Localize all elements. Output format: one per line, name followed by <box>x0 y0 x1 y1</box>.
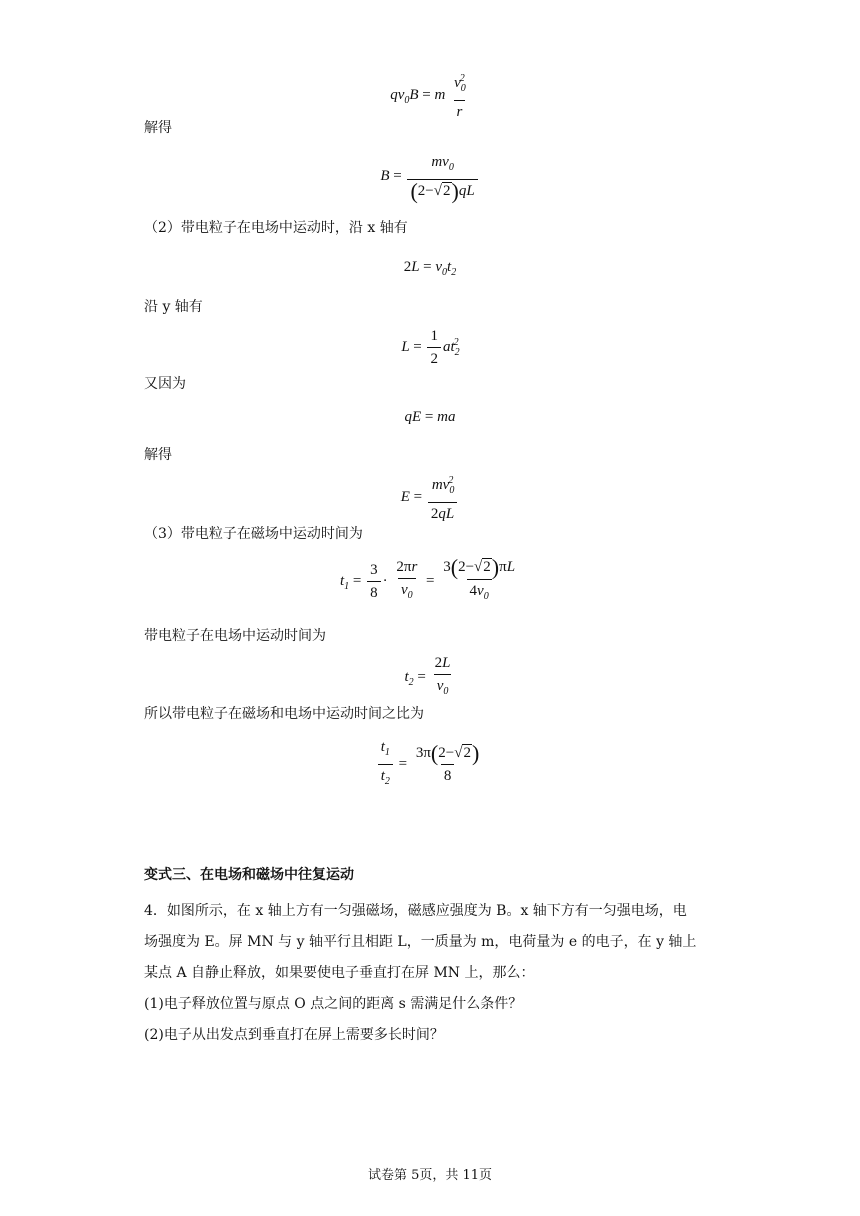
question-4 <box>144 896 724 1051</box>
question-line-2: 场强度为 E。屏 MN 与 y 轴平行且相距 L，一质量为 m，电荷量为 e 的电子，在 y 轴上 <box>144 934 697 950</box>
equation-t1: $t_1$ = $\frac{3}{8}$ · $\frac{2\pi r}{v_0}$ = $\frac{3(2-√2)\pi L}{4v_0}$ <box>0 558 860 606</box>
equation-B-result: B = $\frac{mv_0}{(2-√2)qL}$ <box>0 153 860 201</box>
text-youyinwei: 又因为 <box>144 376 186 392</box>
question-line-1: 4．如图所示，在 x 轴上方有一匀强磁场，磁感应强度为 B。x 轴下方有一匀强电场，电 <box>144 903 687 919</box>
equation-x-motion: $2L = v_0t_2$ <box>403 259 457 278</box>
question-line-3: 某点 A 自静止释放，如果要使电子垂直打在屏 MN 上，那么： <box>144 965 535 981</box>
section-title: 变式三、在电场和磁场中往复运动 <box>144 867 354 883</box>
text-part3-intro: （3）带电粒子在磁场中运动时间为 <box>144 526 363 542</box>
equation-E-result: E = $\frac{mv_0^2}{2qL}$ <box>0 472 860 523</box>
page-footer: 试卷第 5页，共 11页 <box>367 1168 493 1183</box>
equation-lorentz-centripetal: $qv_0B = m$ $\frac{v_0^2}{r}$ <box>390 73 466 120</box>
text-jiede-1: 解得 <box>144 120 172 136</box>
text-part2-intro: （2）带电粒子在电场中运动时，沿 x 轴有 <box>144 220 408 236</box>
question-line-5: (2)电子从出发点到垂直打在屏上需要多长时间？ <box>144 1027 444 1043</box>
text-ratio-intro: 所以带电粒子在磁场和电场中运动时间之比为 <box>144 706 424 722</box>
text-y-axis: 沿 y 轴有 <box>144 299 203 315</box>
equation-y-motion: L = $\frac{1}{2}$ $at_2^2$ <box>401 328 460 367</box>
equation-ratio: $\frac{t_1}{t_2}$ = $\frac{3\pi(2-√2)}{8}$ <box>0 738 860 791</box>
question-line-4: (1)电子释放位置与原点 O 点之间的距离 s 需满足什么条件？ <box>144 996 523 1012</box>
equation-t2: $t_2$ = $\frac{2L}{v_0}$ <box>0 654 860 701</box>
text-jiede-2: 解得 <box>144 447 172 463</box>
equation-newton: qE = ma <box>404 409 456 425</box>
text-efield-time: 带电粒子在电场中运动时间为 <box>144 628 326 644</box>
